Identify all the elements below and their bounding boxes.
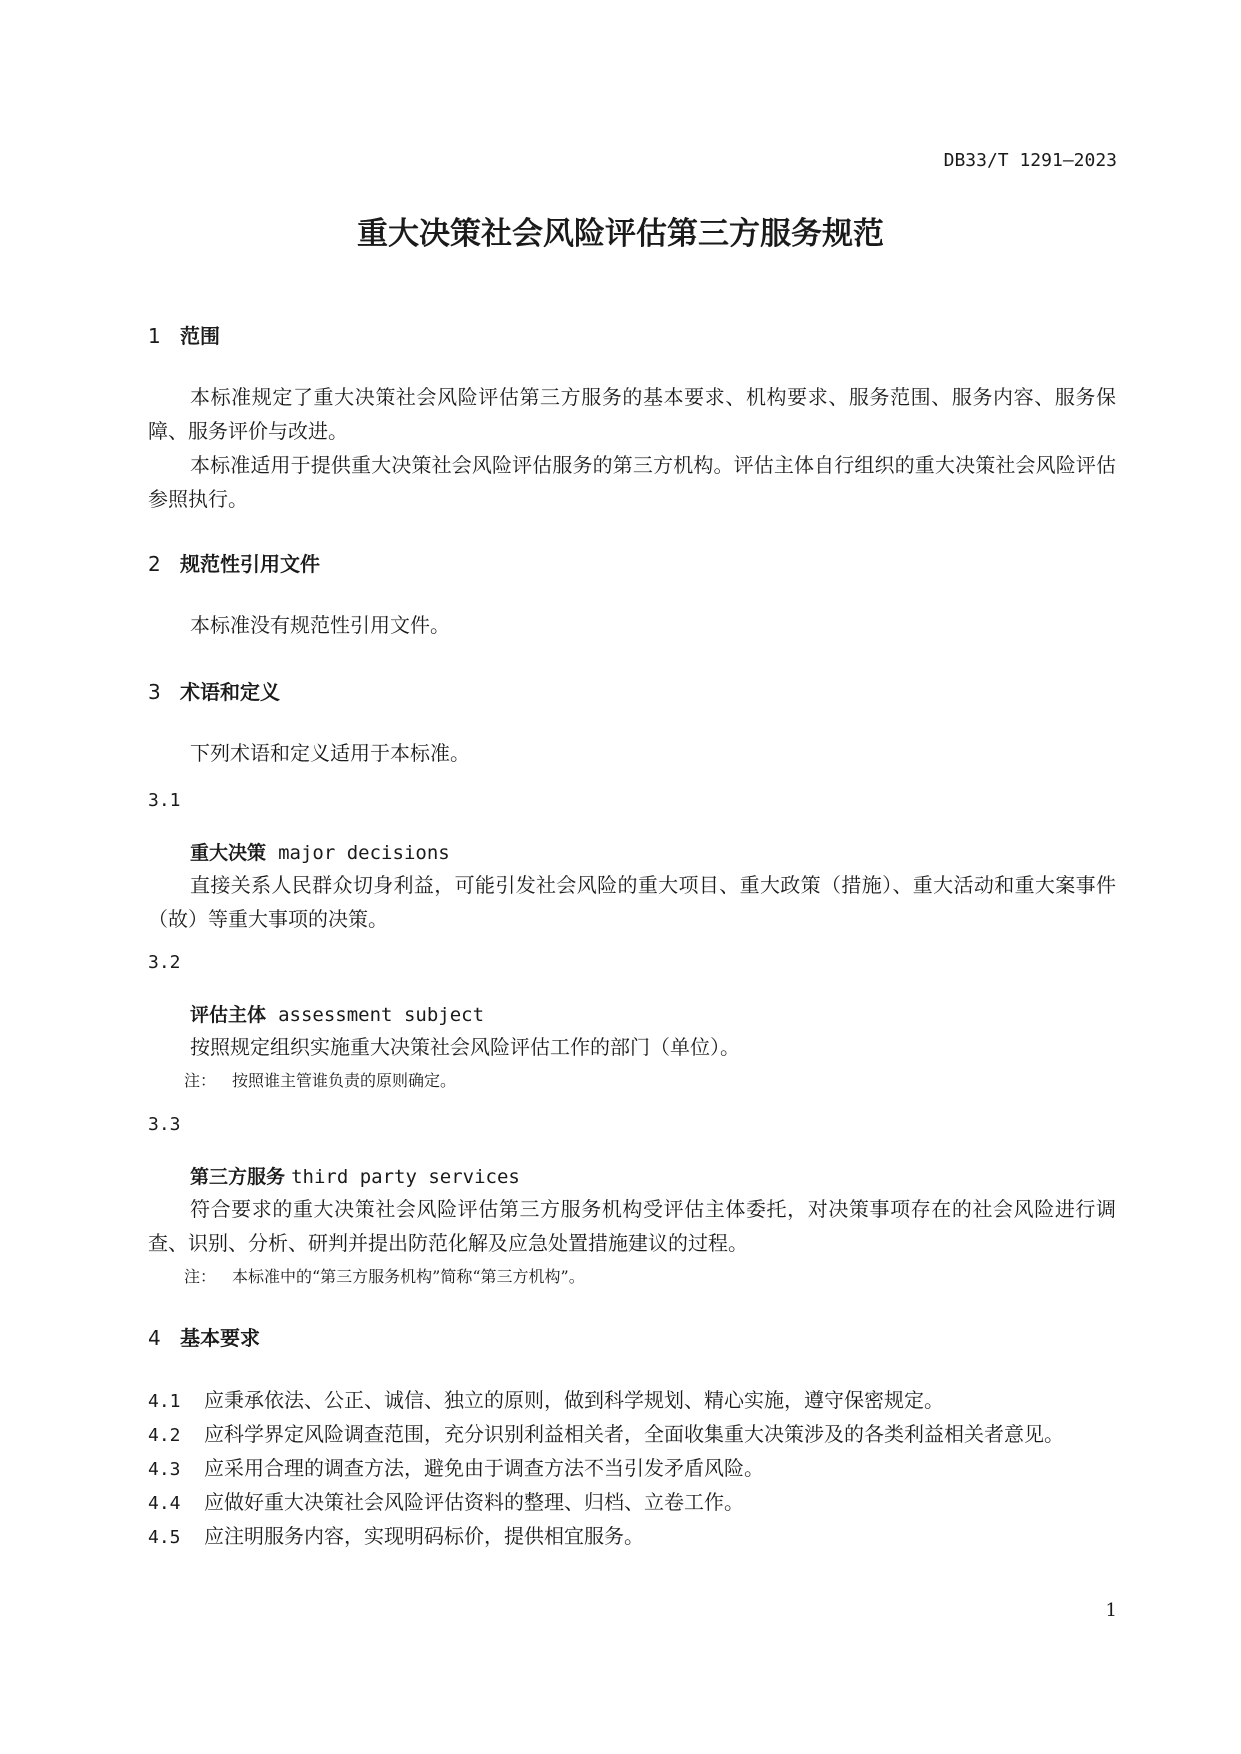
note-label: 注：: [184, 1267, 217, 1286]
requirement-text: 应采用合理的调查方法，避免由于调查方法不当引发矛盾风险。: [204, 1456, 764, 1480]
section-1-paragraph-2: 本标准适用于提供重大决策社会风险评估服务的第三方机构。评估主体自行组织的重大决策社会风险评估参照执行。: [148, 453, 1116, 511]
requirement-4-4: [148, 1486, 744, 1515]
clause-number: 3.1: [148, 790, 181, 811]
note-text: 按照谁主管谁负责的原则确定。: [232, 1071, 457, 1090]
section-title: 范围: [180, 324, 220, 348]
term-3-3: [190, 1162, 520, 1189]
section-3-heading: [148, 676, 280, 705]
section-1-paragraph-1: 本标准规定了重大决策社会风险评估第三方服务的基本要求、机构要求、服务范围、服务内容、服务保障、服务评价与改进。: [148, 385, 1116, 443]
requirement-number: 4.4: [148, 1493, 181, 1514]
term-3-3-definition: 符合要求的重大决策社会风险评估第三方服务机构受评估主体委托，对决策事项存在的社会风险进行调查、识别、分析、研判并提出防范化解及应急处置措施建议的过程。: [148, 1197, 1116, 1255]
requirement-text: 应注明服务内容，实现明码标价，提供相宜服务。: [204, 1524, 644, 1548]
term-chinese: 第三方服务: [190, 1166, 286, 1188]
section-number: 3: [148, 680, 161, 704]
clause-number: 3.3: [148, 1114, 181, 1135]
term-english: assessment subject: [278, 1004, 485, 1026]
requirement-number: 4.1: [148, 1391, 181, 1412]
term-english: third party services: [291, 1166, 520, 1188]
section-2-paragraph-1: 本标准没有规范性引用文件。: [190, 613, 450, 637]
requirement-text: 应做好重大决策社会风险评估资料的整理、归档、立卷工作。: [204, 1490, 744, 1514]
note-label: 注：: [184, 1071, 217, 1090]
section-1-heading: [148, 320, 220, 349]
term-3-1: [190, 838, 450, 865]
standard-code: DB33/T 1291—2023: [943, 150, 1117, 171]
requirement-4-1: [148, 1384, 944, 1413]
section-number: 2: [148, 552, 161, 576]
requirement-number: 4.5: [148, 1527, 181, 1548]
section-title: 基本要求: [180, 1326, 260, 1350]
term-3-2-definition: 按照规定组织实施重大决策社会风险评估工作的部门（单位）。: [190, 1035, 740, 1059]
term-chinese: 评估主体: [190, 1004, 267, 1026]
term-3-2-note: [184, 1068, 456, 1091]
section-2-heading: [148, 548, 320, 577]
requirement-number: 4.2: [148, 1425, 181, 1446]
section-number: 1: [148, 324, 161, 348]
section-title: 术语和定义: [180, 680, 280, 704]
section-number: 4: [148, 1326, 161, 1350]
section-3-paragraph-1: 下列术语和定义适用于本标准。: [190, 741, 470, 765]
term-chinese: 重大决策: [190, 842, 267, 864]
term-english: major decisions: [278, 842, 450, 864]
note-text: 本标准中的“第三方服务机构”简称“第三方机构”。: [232, 1267, 585, 1286]
term-3-3-note: [184, 1264, 585, 1287]
section-4-heading: [148, 1322, 260, 1351]
requirement-text: 应秉承依法、公正、诚信、独立的原则，做到科学规划、精心实施，遵守保密规定。: [204, 1388, 944, 1412]
requirement-number: 4.3: [148, 1459, 181, 1480]
requirement-4-5: [148, 1520, 644, 1549]
term-3-2: [190, 1000, 484, 1027]
term-3-1-definition: 直接关系人民群众切身利益，可能引发社会风险的重大项目、重大政策（措施）、重大活动和重大案事件（故）等重大事项的决策。: [148, 873, 1116, 931]
requirement-4-3: [148, 1452, 764, 1481]
section-title: 规范性引用文件: [180, 552, 320, 576]
clause-number: 3.2: [148, 952, 181, 973]
page-number: 1: [1105, 1600, 1117, 1621]
requirement-text: 应科学界定风险调查范围，充分识别利益相关者，全面收集重大决策涉及的各类利益相关者意见。: [204, 1422, 1064, 1446]
document-title: 重大决策社会风险评估第三方服务规范: [357, 216, 884, 252]
requirement-4-2: [148, 1418, 1064, 1447]
